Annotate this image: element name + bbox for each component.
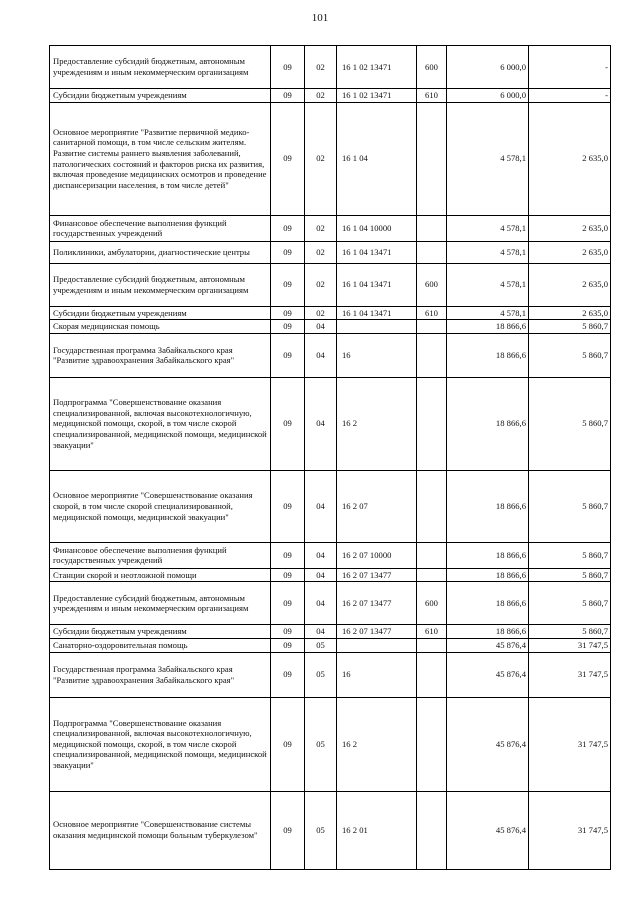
table-row bbox=[50, 568, 611, 582]
row-name: Подпрограмма "Совершенствование оказания специализированной, включая высокотехнологичную, медицинской помощи, скорой, в том числе скорой специализированной, медицинской помощи, медицинской эвакуации" bbox=[50, 377, 271, 470]
row-section-code: 09 bbox=[271, 102, 305, 215]
row-amount-2: 5 860,7 bbox=[529, 568, 611, 582]
row-name: Подпрограмма "Совершенствование оказания специализированной, включая высокотехнологичную, медицинской помощи, скорой, в том числе скорой специализированной, медицинской помощи, медицинской эвакуации" bbox=[50, 697, 271, 791]
row-name: Станции скорой и неотложной помощи bbox=[50, 568, 271, 582]
row-name: Финансовое обеспечение выполнения функций государственных учреждений bbox=[50, 542, 271, 568]
row-section-code: 09 bbox=[271, 582, 305, 625]
row-expense-type bbox=[417, 320, 447, 334]
row-amount-1: 4 578,1 bbox=[447, 102, 529, 215]
row-name: Субсидии бюджетным учреждениям bbox=[50, 89, 271, 103]
row-amount-2: 5 860,7 bbox=[529, 333, 611, 377]
row-subsection-code: 05 bbox=[305, 791, 337, 869]
row-section-code: 09 bbox=[271, 306, 305, 320]
row-expense-type: 610 bbox=[417, 306, 447, 320]
row-section-code: 09 bbox=[271, 333, 305, 377]
table-row bbox=[50, 263, 611, 306]
row-subsection-code: 05 bbox=[305, 697, 337, 791]
table-row bbox=[50, 215, 611, 241]
row-amount-1: 4 578,1 bbox=[447, 263, 529, 306]
row-amount-1: 18 866,6 bbox=[447, 568, 529, 582]
row-amount-1: 18 866,6 bbox=[447, 470, 529, 542]
row-expense-type bbox=[417, 542, 447, 568]
budget-table bbox=[49, 45, 611, 870]
row-target-article bbox=[337, 320, 417, 334]
row-subsection-code: 04 bbox=[305, 568, 337, 582]
row-expense-type bbox=[417, 791, 447, 869]
row-name: Государственная программа Забайкальского края "Развитие здравоохранения Забайкальского края" bbox=[50, 333, 271, 377]
row-expense-type bbox=[417, 568, 447, 582]
row-name: Государственная программа Забайкальского края "Развитие здравоохранения Забайкальского края" bbox=[50, 652, 271, 697]
row-subsection-code: 04 bbox=[305, 320, 337, 334]
row-target-article: 16 2 bbox=[337, 697, 417, 791]
row-expense-type bbox=[417, 241, 447, 263]
row-section-code: 09 bbox=[271, 320, 305, 334]
row-amount-1: 6 000,0 bbox=[447, 46, 529, 89]
row-subsection-code: 02 bbox=[305, 215, 337, 241]
row-expense-type: 600 bbox=[417, 582, 447, 625]
row-amount-2: 31 747,5 bbox=[529, 697, 611, 791]
row-amount-1: 18 866,6 bbox=[447, 320, 529, 334]
row-target-article: 16 1 02 13471 bbox=[337, 46, 417, 89]
row-target-article: 16 2 07 13477 bbox=[337, 625, 417, 639]
row-expense-type bbox=[417, 638, 447, 652]
row-expense-type bbox=[417, 697, 447, 791]
row-amount-2: 2 635,0 bbox=[529, 241, 611, 263]
table-row bbox=[50, 791, 611, 869]
row-expense-type bbox=[417, 215, 447, 241]
row-amount-2: 5 860,7 bbox=[529, 625, 611, 639]
row-amount-2: - bbox=[529, 89, 611, 103]
row-section-code: 09 bbox=[271, 542, 305, 568]
row-target-article: 16 1 04 bbox=[337, 102, 417, 215]
row-subsection-code: 04 bbox=[305, 625, 337, 639]
row-target-article: 16 1 04 10000 bbox=[337, 215, 417, 241]
row-section-code: 09 bbox=[271, 568, 305, 582]
row-target-article: 16 1 02 13471 bbox=[337, 89, 417, 103]
row-target-article: 16 2 07 13477 bbox=[337, 568, 417, 582]
row-section-code: 09 bbox=[271, 215, 305, 241]
row-name: Санаторно-оздоровительная помощь bbox=[50, 638, 271, 652]
row-expense-type bbox=[417, 470, 447, 542]
row-amount-2: 31 747,5 bbox=[529, 652, 611, 697]
row-amount-2: 2 635,0 bbox=[529, 102, 611, 215]
row-amount-1: 4 578,1 bbox=[447, 241, 529, 263]
row-target-article: 16 bbox=[337, 333, 417, 377]
row-section-code: 09 bbox=[271, 263, 305, 306]
row-expense-type bbox=[417, 377, 447, 470]
row-subsection-code: 02 bbox=[305, 102, 337, 215]
table-row bbox=[50, 638, 611, 652]
row-amount-1: 4 578,1 bbox=[447, 306, 529, 320]
row-expense-type bbox=[417, 102, 447, 215]
row-subsection-code: 04 bbox=[305, 542, 337, 568]
row-section-code: 09 bbox=[271, 89, 305, 103]
row-amount-1: 18 866,6 bbox=[447, 333, 529, 377]
row-target-article: 16 2 07 bbox=[337, 470, 417, 542]
row-amount-1: 18 866,6 bbox=[447, 542, 529, 568]
table-row bbox=[50, 241, 611, 263]
row-name: Поликлиники, амбулатории, диагностические центры bbox=[50, 241, 271, 263]
table-row bbox=[50, 306, 611, 320]
row-subsection-code: 04 bbox=[305, 470, 337, 542]
row-subsection-code: 04 bbox=[305, 333, 337, 377]
row-target-article: 16 2 07 10000 bbox=[337, 542, 417, 568]
row-amount-1: 45 876,4 bbox=[447, 791, 529, 869]
row-name: Предоставление субсидий бюджетным, автономным учреждениям и иным некоммерческим организациям bbox=[50, 582, 271, 625]
row-subsection-code: 02 bbox=[305, 241, 337, 263]
row-section-code: 09 bbox=[271, 791, 305, 869]
table-row bbox=[50, 697, 611, 791]
row-target-article: 16 bbox=[337, 652, 417, 697]
row-amount-1: 4 578,1 bbox=[447, 215, 529, 241]
row-name: Скорая медицинская помощь bbox=[50, 320, 271, 334]
table-row bbox=[50, 320, 611, 334]
row-name: Основное мероприятие "Совершенствование оказания скорой, в том числе скорой специализированной, медицинской помощи, медицинской эвакуации" bbox=[50, 470, 271, 542]
row-amount-1: 18 866,6 bbox=[447, 625, 529, 639]
row-subsection-code: 02 bbox=[305, 89, 337, 103]
table-row bbox=[50, 652, 611, 697]
row-section-code: 09 bbox=[271, 46, 305, 89]
row-amount-2: 5 860,7 bbox=[529, 542, 611, 568]
row-target-article: 16 1 04 13471 bbox=[337, 263, 417, 306]
row-target-article: 16 1 04 13471 bbox=[337, 306, 417, 320]
row-amount-2: 5 860,7 bbox=[529, 582, 611, 625]
table-row bbox=[50, 89, 611, 103]
row-subsection-code: 02 bbox=[305, 263, 337, 306]
row-expense-type: 600 bbox=[417, 46, 447, 89]
row-amount-2: - bbox=[529, 46, 611, 89]
table-row bbox=[50, 333, 611, 377]
row-section-code: 09 bbox=[271, 241, 305, 263]
table-row bbox=[50, 625, 611, 639]
table-row bbox=[50, 470, 611, 542]
row-target-article: 16 2 bbox=[337, 377, 417, 470]
row-amount-2: 2 635,0 bbox=[529, 215, 611, 241]
row-amount-2: 31 747,5 bbox=[529, 791, 611, 869]
row-name: Основное мероприятие "Совершенствование системы оказания медицинской помощи больным туберкулезом" bbox=[50, 791, 271, 869]
row-amount-1: 18 866,6 bbox=[447, 582, 529, 625]
row-target-article: 16 2 07 13477 bbox=[337, 582, 417, 625]
row-amount-2: 5 860,7 bbox=[529, 377, 611, 470]
page-number: 101 bbox=[311, 12, 329, 24]
row-expense-type bbox=[417, 652, 447, 697]
row-section-code: 09 bbox=[271, 638, 305, 652]
row-amount-1: 45 876,4 bbox=[447, 638, 529, 652]
row-expense-type bbox=[417, 333, 447, 377]
row-target-article: 16 2 01 bbox=[337, 791, 417, 869]
row-subsection-code: 02 bbox=[305, 46, 337, 89]
row-amount-1: 18 866,6 bbox=[447, 377, 529, 470]
row-target-article: 16 1 04 13471 bbox=[337, 241, 417, 263]
row-subsection-code: 05 bbox=[305, 638, 337, 652]
row-section-code: 09 bbox=[271, 377, 305, 470]
row-amount-1: 6 000,0 bbox=[447, 89, 529, 103]
row-subsection-code: 04 bbox=[305, 377, 337, 470]
row-subsection-code: 04 bbox=[305, 582, 337, 625]
row-target-article bbox=[337, 638, 417, 652]
row-section-code: 09 bbox=[271, 625, 305, 639]
row-subsection-code: 02 bbox=[305, 306, 337, 320]
row-amount-2: 31 747,5 bbox=[529, 638, 611, 652]
row-amount-1: 45 876,4 bbox=[447, 652, 529, 697]
row-name: Субсидии бюджетным учреждениям bbox=[50, 625, 271, 639]
row-amount-2: 2 635,0 bbox=[529, 263, 611, 306]
row-section-code: 09 bbox=[271, 470, 305, 542]
row-name: Предоставление субсидий бюджетным, автономным учреждениям и иным некоммерческим организациям bbox=[50, 263, 271, 306]
row-amount-2: 2 635,0 bbox=[529, 306, 611, 320]
table-row bbox=[50, 377, 611, 470]
row-subsection-code: 05 bbox=[305, 652, 337, 697]
table-row bbox=[50, 102, 611, 215]
row-expense-type: 600 bbox=[417, 263, 447, 306]
row-name: Финансовое обеспечение выполнения функций государственных учреждений bbox=[50, 215, 271, 241]
row-section-code: 09 bbox=[271, 652, 305, 697]
row-name: Основное мероприятие "Развитие первичной медико-санитарной помощи, в том числе сельским жителям. Развитие системы раннего выявления заболеваний, патологических состояний и факторов риска их развития, включая проведение медицинских осмотров и проведение диспансеризации населения, в том числе детей" bbox=[50, 102, 271, 215]
row-name: Субсидии бюджетным учреждениям bbox=[50, 306, 271, 320]
row-amount-1: 45 876,4 bbox=[447, 697, 529, 791]
table-row bbox=[50, 46, 611, 89]
table-row bbox=[50, 582, 611, 625]
row-expense-type: 610 bbox=[417, 625, 447, 639]
row-amount-2: 5 860,7 bbox=[529, 470, 611, 542]
table-row bbox=[50, 542, 611, 568]
row-name: Предоставление субсидий бюджетным, автономным учреждениям и иным некоммерческим организациям bbox=[50, 46, 271, 89]
row-amount-2: 5 860,7 bbox=[529, 320, 611, 334]
row-expense-type: 610 bbox=[417, 89, 447, 103]
row-section-code: 09 bbox=[271, 697, 305, 791]
